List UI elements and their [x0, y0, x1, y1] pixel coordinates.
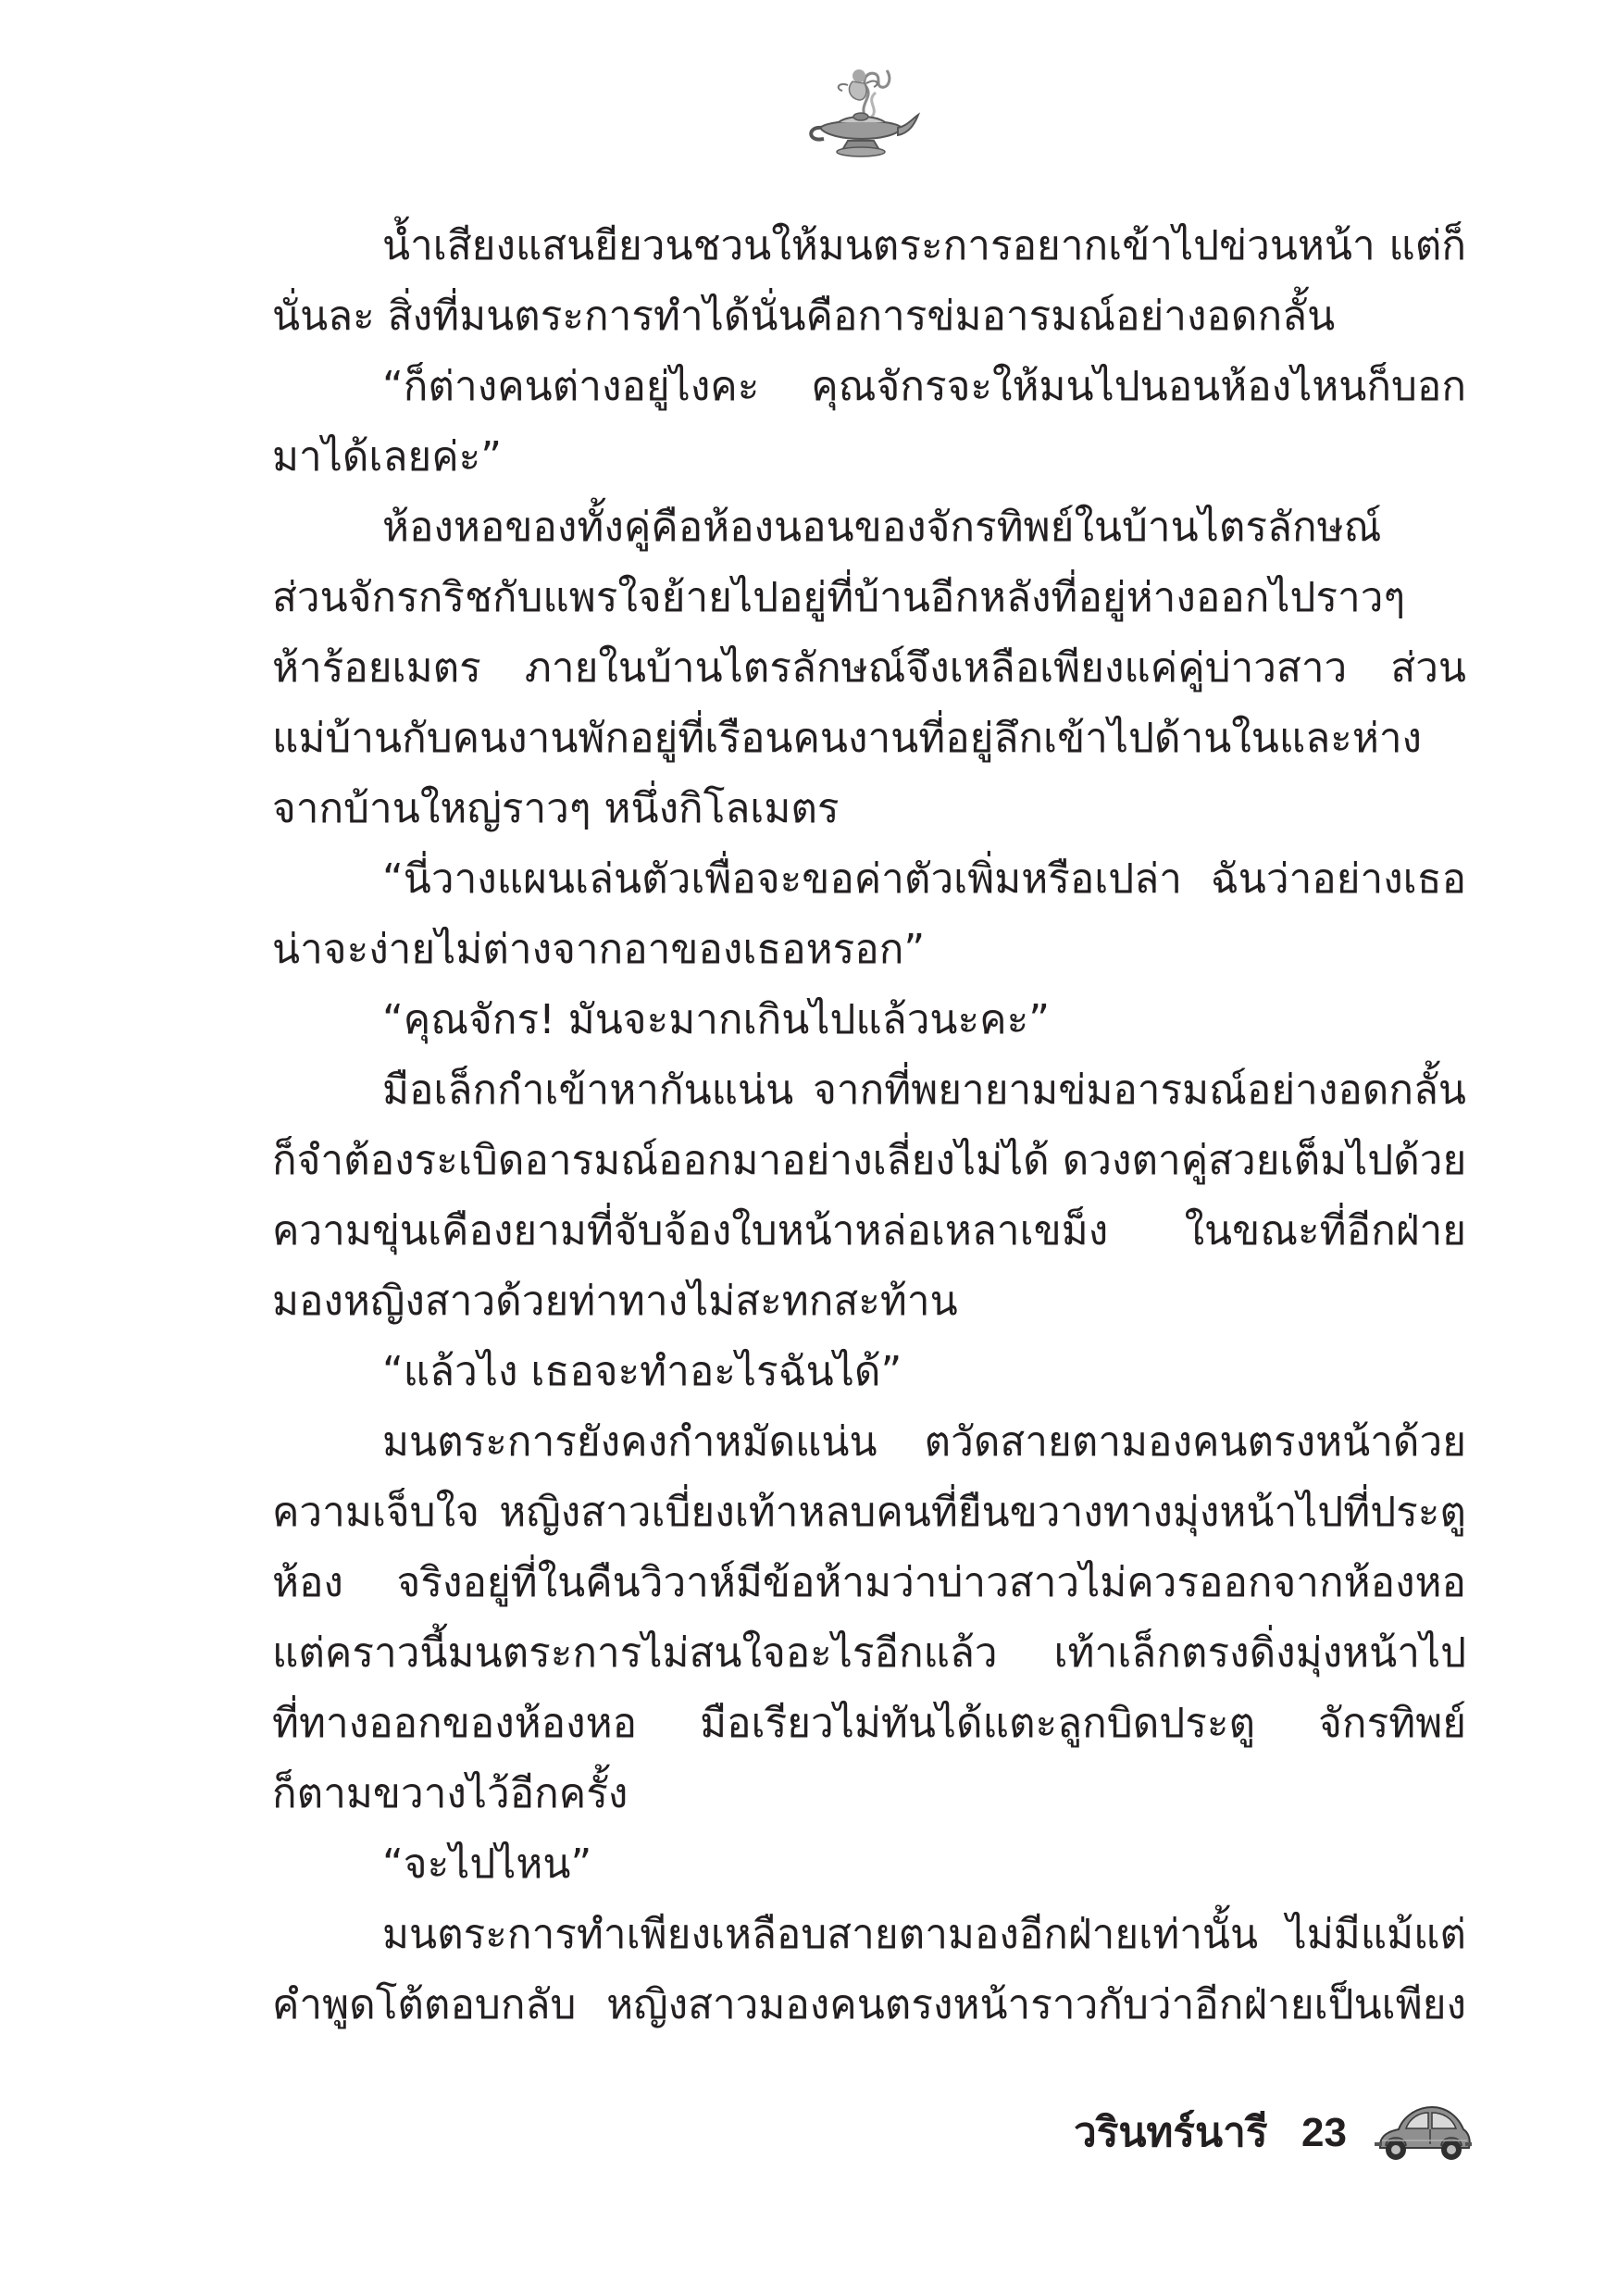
text-line: น้ำเสียงแสนยียวนชวนให้มนตระการอยากเข้าไปข่วนหน้า แต่ก็: [382, 222, 1466, 269]
text-line: คำพูดโต้ตอบกลับ หญิงสาวมองคนตรงหน้าราวกับว่าอีกฝ่ายเป็นเพียง: [272, 1981, 1466, 2028]
text-line: จากบ้านใหญ่ราวๆ หนึ่งกิโลเมตร: [272, 785, 840, 832]
text-line: แม่บ้านกับคนงานพักอยู่ที่เรือนคนงานที่อยู่ลึกเข้าไปด้านในและห่าง: [272, 715, 1423, 762]
text-line: “นี่วางแผนเล่นตัวเพื่อจะขอค่าตัวเพิ่มหรือเปล่า ฉันว่าอย่างเธอ: [382, 855, 1466, 903]
text-line: มาได้เลยค่ะ”: [272, 433, 503, 480]
book-title: วรินทร์นารี: [1074, 2109, 1268, 2156]
text-line: “ก็ต่างคนต่างอยู่ไงคะ คุณจักรจะให้มนไปนอนห้องไหนก็บอก: [382, 363, 1466, 410]
text-line: มนตระการยังคงกำหมัดแน่น ตวัดสายตามองคนตรงหน้าด้วย: [382, 1418, 1466, 1466]
text-line: ห้องหอของทั้งคู่คือห้องนอนของจักรทิพย์ในบ้านไตรลักษณ์: [382, 504, 1382, 551]
page-number: 23: [1301, 2110, 1347, 2155]
text-line: “แล้วไง เธอจะทำอะไรฉันได้”: [382, 1348, 902, 1395]
chapter-body-text: [272, 211, 1466, 2040]
text-line: มองหญิงสาวด้วยท่าทางไม่สะทกสะท้าน: [272, 1278, 958, 1325]
text-line: ความเจ็บใจ หญิงสาวเบี่ยงเท้าหลบคนที่ยืนขวางทางมุ่งหน้าไปที่ประตู: [272, 1489, 1466, 1536]
text-line: ห้าร้อยเมตร ภายในบ้านไตรลักษณ์จึงเหลือเพียงแค่คู่บ่าวสาว ส่วน: [272, 644, 1466, 692]
text-line: ที่ทางออกของห้องหอ มือเรียวไม่ทันได้แตะลูกบิดประตู จักรทิพย์: [272, 1700, 1466, 1747]
magic-lamp-with-genie-icon: [802, 54, 922, 165]
text-line: ส่วนจักรกริชกับแพรใจย้ายไปอยู่ที่บ้านอีกหลังที่อยู่ห่างออกไปราวๆ: [272, 574, 1406, 621]
text-line: แต่คราวนี้มนตระการไม่สนใจอะไรอีกแล้ว เท้าเล็กตรงดิ่งมุ่งหน้าไป: [272, 1629, 1466, 1677]
text-line: ก็จำต้องระเบิดอารมณ์ออกมาอย่างเลี่ยงไม่ได้ ดวงตาคู่สวยเต็มไปด้วย: [272, 1137, 1466, 1184]
page-footer: [1037, 2094, 1472, 2177]
text-line: “คุณจักร! มันจะมากเกินไปแล้วนะคะ”: [382, 996, 1050, 1043]
text-line: น่าจะง่ายไม่ต่างจากอาของเธอหรอก”: [272, 926, 926, 973]
text-line: มนตระการทำเพียงเหลือบสายตามองอีกฝ่ายเท่านั้น ไม่มีแม้แต่: [382, 1911, 1466, 1958]
vintage-beetle-car-icon: [1375, 2100, 1472, 2166]
text-line: มือเล็กกำเข้าหากันแน่น จากที่พยายามข่มอารมณ์อย่างอดกลั้น: [382, 1067, 1466, 1114]
text-line: ห้อง จริงอยู่ที่ในคืนวิวาห์มีข้อห้ามว่าบ่าวสาวไม่ควรออกจากห้องหอ: [272, 1559, 1466, 1606]
text-line: ความขุ่นเคืองยามที่จับจ้องใบหน้าหล่อเหลาเขม็ง ในขณะที่อีกฝ่าย: [272, 1207, 1466, 1254]
text-line: นั่นละ สิ่งที่มนตระการทำได้นั่นคือการข่มอารมณ์อย่างอดกลั้น: [272, 293, 1336, 340]
text-line: ก็ตามขวางไว้อีกครั้ง: [272, 1770, 629, 1817]
text-line: “จะไปไหน”: [382, 1841, 592, 1888]
